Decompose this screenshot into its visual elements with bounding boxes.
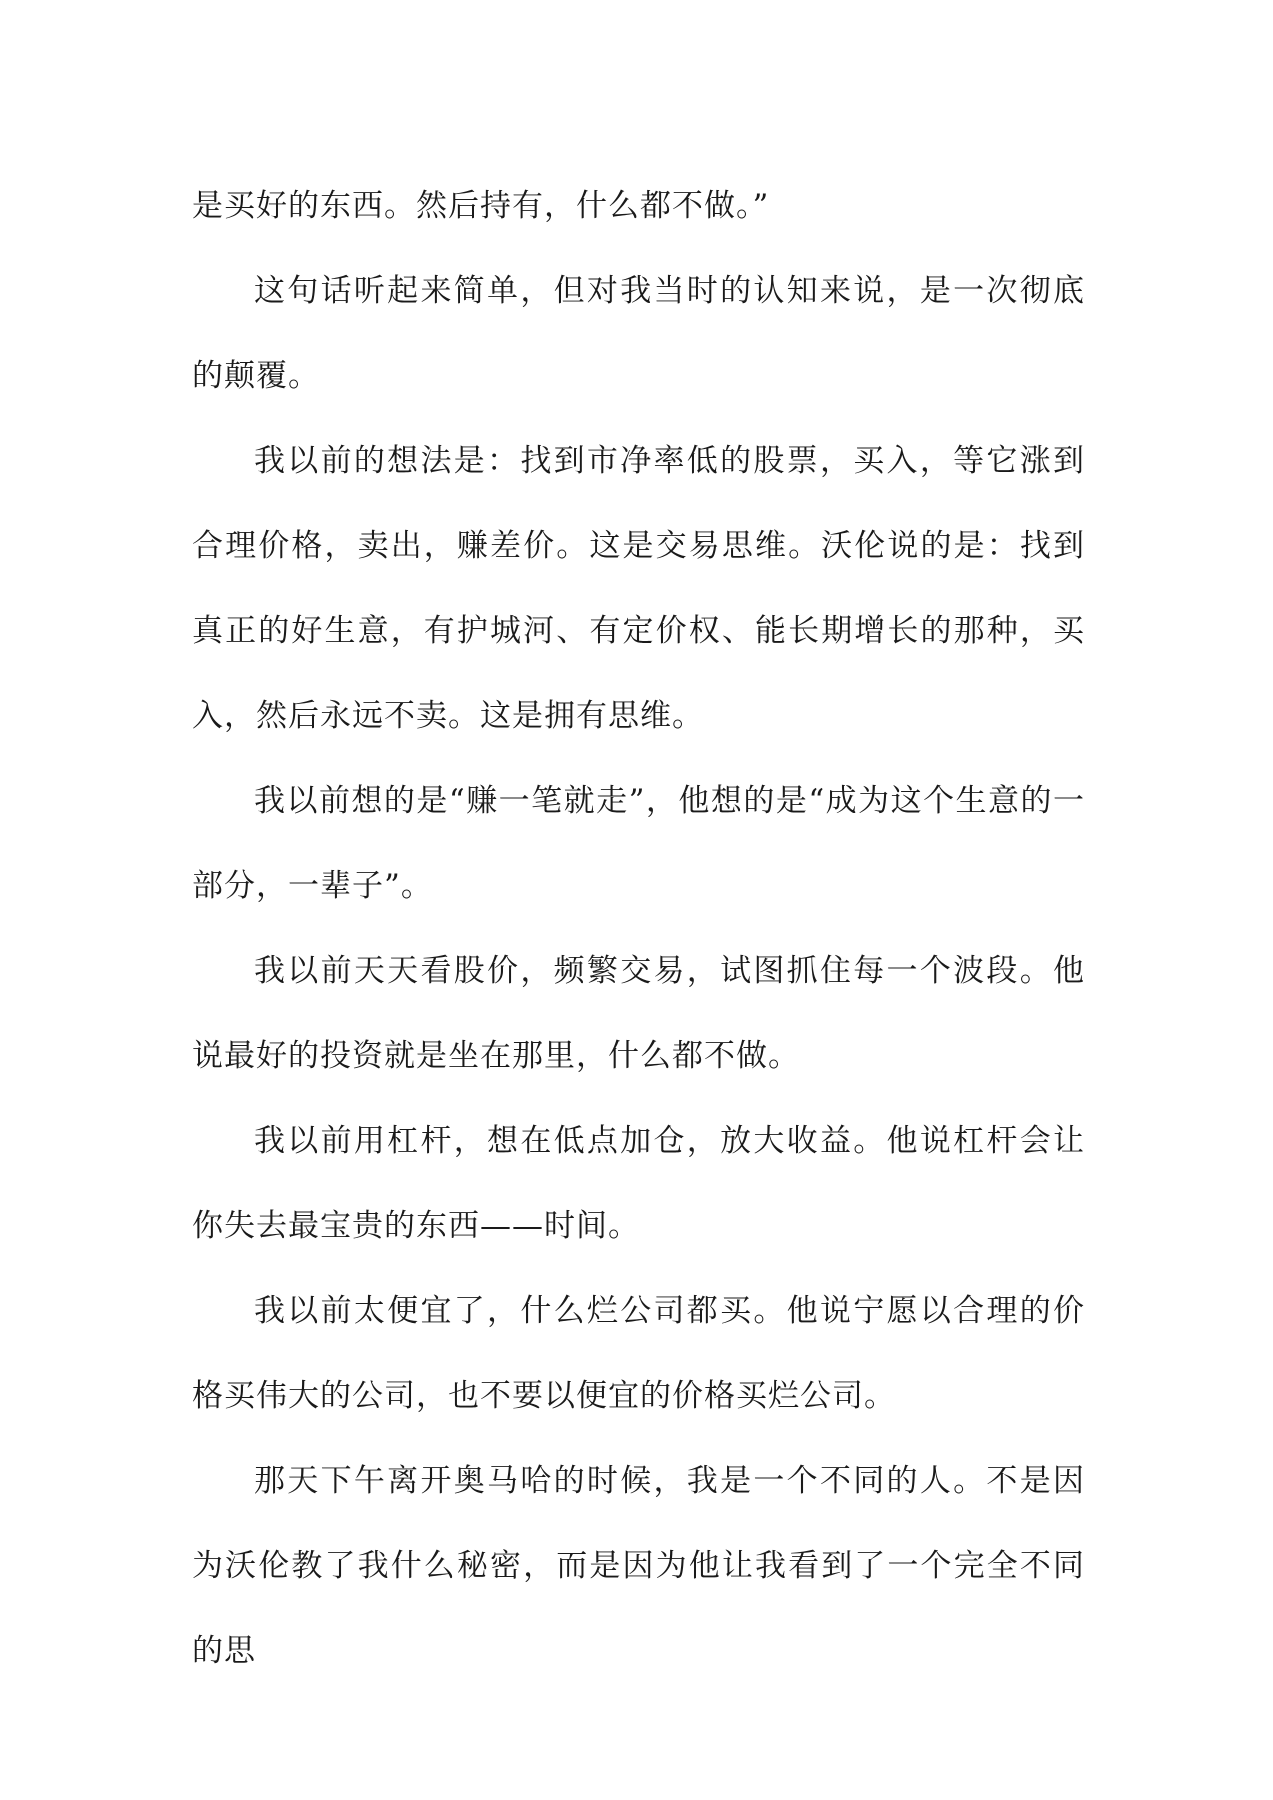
body-text bbox=[192, 164, 1085, 1694]
paragraph-6: 我以前用杠杆，想在低点加仓，放大收益。他说杠杆会让你失去最宝贵的东西——时间。 bbox=[192, 1123, 1085, 1244]
paragraph-5: 我以前天天看股价，频繁交易，试图抓住每一个波段。他说最好的投资就是坐在那里，什么都不做。 bbox=[192, 953, 1085, 1074]
paragraph-7: 我以前太便宜了，什么烂公司都买。他说宁愿以合理的价格买伟大的公司，也不要以便宜的价格买烂公司。 bbox=[192, 1293, 1085, 1414]
paragraph-4: 我以前想的是“赚一笔就走”，他想的是“成为这个生意的一部分，一辈子”。 bbox=[192, 783, 1085, 904]
paragraph-8: 那天下午离开奥马哈的时候，我是一个不同的人。不是因为沃伦教了我什么秘密，而是因为他让我看到了一个完全不同的思 bbox=[192, 1463, 1085, 1669]
paragraph-3: 我以前的想法是：找到市净率低的股票，买入，等它涨到合理价格，卖出，赚差价。这是交易思维。沃伦说的是：找到真正的好生意，有护城河、有定价权、能长期增长的那种，买入，然后永远不卖。这是拥有思维。 bbox=[192, 443, 1085, 734]
paragraph-2: 这句话听起来简单，但对我当时的认知来说，是一次彻底的颠覆。 bbox=[192, 273, 1085, 394]
paragraph-1: 是买好的东西。然后持有，什么都不做。” bbox=[192, 188, 770, 224]
